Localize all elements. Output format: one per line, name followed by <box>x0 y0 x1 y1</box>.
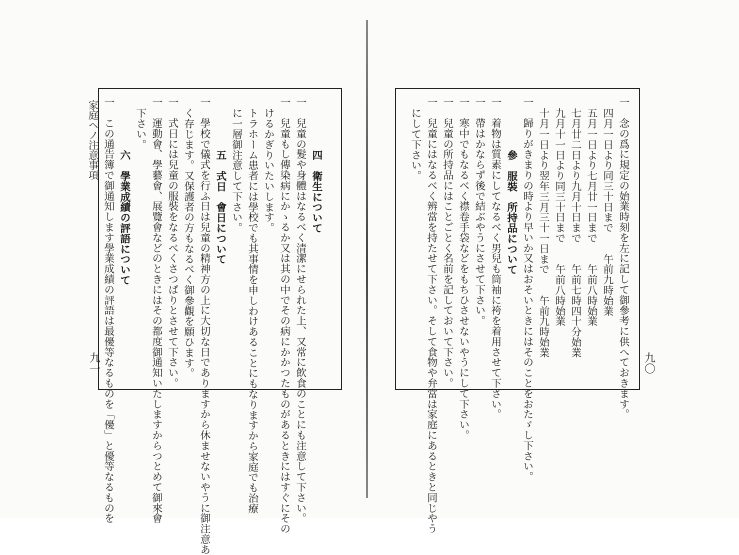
right-col-11: 一 寒中でもなるべく襟卷手袋などをもちひさせないやうにして下さい。 <box>457 97 469 441</box>
right-col-14: にして下さい。 <box>409 108 421 181</box>
left-col-6: く存じます。又保護者の方もなるべく御參觀を願ひます。 <box>182 108 194 379</box>
right-col-8 section-heading: 參 服裝 所持品について <box>505 150 517 275</box>
right-col-10: 一 帶はかならず後で結ぶやうにさせて下さい。 <box>473 97 485 326</box>
left-col-10: トラホーム患者には學校でも其事情を申しわけあることにもなりますから家庭でも治療 <box>246 108 258 514</box>
left-col-1: 一 この通告簿で御通知します學業成績の評語は最優等なるものを「優」と優等なるものを <box>102 97 114 524</box>
right-col-6: 十月一日より翌年三月三十一日まで 午前九時始業 <box>537 108 549 358</box>
right-col-1: 一 念の爲に規定の始業時刻を左に記して御參考に供へておきます。 <box>617 97 629 420</box>
left-col-12: 一 兒童もし傳染病にかゝるか又は其の中でその病にかかつたものがあるときにはすぐにその <box>278 97 290 534</box>
right-col-13: 一 兒童にはなるべく辨當を持たせて下さい。そして食物や弁當は家庭にあるときと同じやう <box>425 97 437 534</box>
right-col-3: 五月一日より七月廿一日まで 午前八時始業 <box>585 108 597 327</box>
left-col-7: 一 學校で儀式を行ふ日は兒童の精神方の上に大切な日でありますから休ませないやうに御注意あ <box>198 97 210 555</box>
left-col-4: 一 運動會、學藝會、展覽會などのときにはその都度御通知いたしますからつとめて御來會 <box>150 97 162 524</box>
left-col-14 section-heading: 四 衛生について <box>310 150 322 234</box>
left-col-2 section-heading: 六 學業成績の評語について <box>118 150 130 286</box>
right-col-12: 一 兒童の所持品にはことごとく名前を記しておいて下さい。 <box>441 97 453 389</box>
right-page-number: 九〇 <box>643 352 656 374</box>
left-running-header: 家庭ヘノ注意事項 <box>86 100 97 180</box>
left-col-9: に一層御注意して下さい。 <box>230 108 242 233</box>
left-col-5: 一 式日には兒童の服裝をなるべくさつぱりとさせて下さい。 <box>166 97 178 389</box>
left-col-3: 下さい。 <box>134 108 146 150</box>
right-col-7: 一 歸りがきまりの時より早いか又はおそいときにはそのことをおたゞし下さい。 <box>521 97 533 482</box>
right-col-4: 七月廿二日より九月十日まで 午前七時四十分始業 <box>569 108 581 358</box>
right-col-9: 一 着物は質素にしてなるべく男兒も筒袖に袴を着用させて下さい。 <box>489 97 501 420</box>
left-col-11: けるかぎりいたいします。 <box>262 108 274 233</box>
right-col-5: 九月十一日より同三十日まで 午前八時始業 <box>553 108 565 327</box>
right-col-2: 四月一日より同三十日まで 午前九時始業 <box>601 108 613 316</box>
book-gutter <box>366 20 368 498</box>
left-col-8 section-heading: 五 式日 會日について <box>214 150 226 265</box>
left-col-13: 一 兒童の髮や身體はなるべく清潔にせられた上、又常に飲食のことにも注意して下さい。 <box>294 97 306 524</box>
left-page-number: 九一 <box>88 352 101 374</box>
